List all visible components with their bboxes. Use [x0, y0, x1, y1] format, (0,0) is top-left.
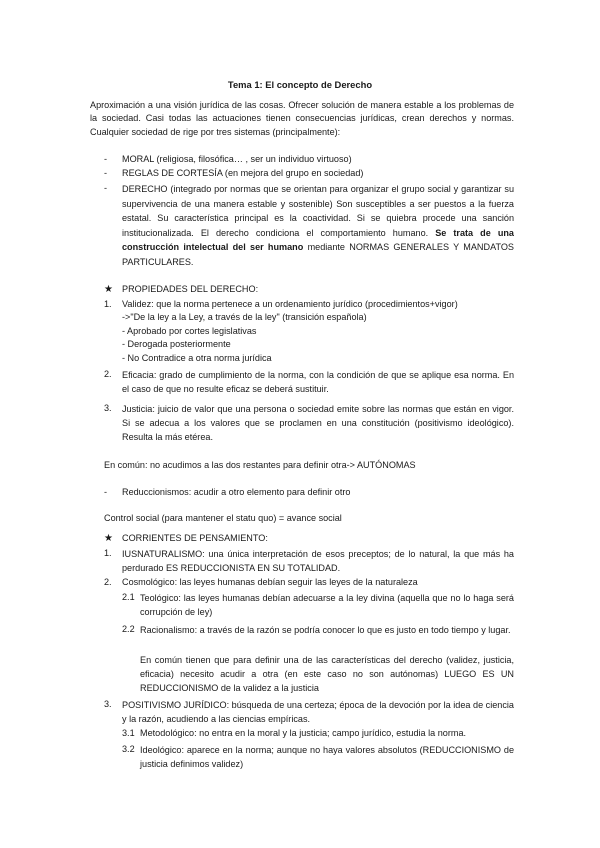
list-number: 1. — [104, 299, 112, 309]
list-number: 2. — [104, 369, 112, 379]
sub-number: 2.1 — [122, 592, 135, 602]
validez-line: - Aprobado por cortes legislativas — [122, 325, 257, 336]
derecho-text: DERECHO (integrado por normas que se orientan para organizar el grupo social y garantizar su supervivencia de una manera estable y sostenible) Son susceptibles a ser puestos a la fuerza estatal. Su característica principal es la coactividad. Si se quiebra procede una sanción institucionalizada. El derecho condiciona el comportamiento humano. — [122, 184, 514, 238]
list-item-cortesia: REGLAS DE CORTESÍA (en mejora del grupo en sociedad) — [122, 168, 364, 178]
propiedad-validez — [122, 298, 522, 365]
reduccionismos-line: Reduccionismos: acudir a otro elemento para definir otro — [122, 487, 351, 497]
star-bullet-icon: ★ — [104, 533, 113, 544]
section-heading-propiedades: PROPIEDADES DEL DERECHO: — [122, 284, 259, 294]
list-number: 1. — [104, 548, 112, 558]
corriente-metodologico: Metodológico: no entra en la moral y la justicia; campo jurídico, estudia la norma. — [140, 728, 467, 738]
dash-bullet: - — [104, 154, 108, 164]
propiedad-justicia: Justicia: juicio de valor que una persona o sociedad emite sobre las normas que están en vigor. Si se adecua a los valores que se proclamen en una constitución (positivismo ideológico). Resulta la más etérea. — [122, 404, 514, 443]
list-item-derecho — [122, 182, 514, 269]
dash-bullet: - — [104, 487, 108, 497]
en-comun-line: En común: no acudimos a las dos restantes para definir otra-> AUTÓNOMAS — [104, 460, 416, 470]
derecho-tail-text: mediante NORMAS GENERALES Y MANDATOS PARTICULARES. — [122, 242, 514, 267]
racionalismo-extra: En común tienen que para definir una de las características del derecho (validez, justicia, eficacia) necesito acudir a otra (en este caso no son autónomas) LUEGO ES UN REDUCCIONISMO de la validez a la justicia — [140, 655, 514, 694]
validez-line: Validez: que la norma pertenece a un ordenamiento jurídico (procedimientos+vigor) — [122, 299, 458, 309]
list-item-moral: MORAL (religiosa, filosófica… , ser un individuo virtuoso) — [122, 154, 352, 164]
sub-number: 2.2 — [122, 624, 135, 634]
validez-line: - No Contradice a otra norma jurídica — [122, 352, 272, 363]
list-number: 2. — [104, 577, 112, 587]
section-heading-corrientes: CORRIENTES DE PENSAMIENTO: — [122, 533, 268, 543]
corriente-teologico: Teológico: las leyes humanas debían adecuarse a la ley divina (aquella que no lo haga será corrupción de ley) — [140, 593, 514, 618]
derecho-bold-text: Se trata de una construcción intelectual del ser humano — [122, 227, 514, 252]
control-social-line: Control social (para mantener el statu quo) = avance social — [104, 513, 342, 523]
dash-bullet: - — [104, 168, 108, 178]
list-number: 3. — [104, 699, 112, 709]
corriente-racionalismo: Racionalismo: a través de la razón se podría conocer lo que es justo en todo tiempo y lugar. — [140, 625, 511, 635]
validez-line: - Derogada posteriormente — [122, 339, 231, 350]
intro-paragraph: Aproximación a una visión jurídica de las cosas. Ofrecer solución de manera estable a los problemas de la sociedad. Casi todas las actuaciones tienen consecuencias jurídicas, crean derechos y normas. Cualquier sociedad de rige por tres sistemas (principalmente): — [90, 100, 514, 137]
corriente-positivismo: POSITIVISMO JURÍDICO: búsqueda de una certeza; época de la devoción por la idea de ciencia y la razón, acudiendo a las ciencias empíricas. — [122, 700, 514, 725]
dash-bullet: - — [104, 183, 108, 193]
list-number: 3. — [104, 403, 112, 413]
sub-number: 3.1 — [122, 728, 135, 738]
sub-number: 3.2 — [122, 744, 135, 754]
validez-line: ->"De la ley a la Ley, a través de la ley" (transición española) — [122, 312, 367, 323]
propiedad-eficacia: Eficacia: grado de cumplimiento de la norma, con la condición de que se aplique esa norma. En el caso de que no resulte eficaz se deberá sustituir. — [122, 370, 514, 395]
corriente-cosmologico: Cosmológico: las leyes humanas debían seguir las leyes de la naturaleza — [122, 577, 418, 587]
corriente-ideologico: Ideológico: aparece en la norma; aunque no haya valores absolutos (REDUCCIONISMO de justicia definimos validez) — [140, 745, 514, 770]
star-bullet-icon: ★ — [104, 284, 113, 295]
page-title: Tema 1: El concepto de Derecho — [227, 79, 373, 90]
corriente-iusnaturalismo: IUSNATURALISMO: una única interpretación de esos preceptos; de lo natural, la que más ha perdurado ES REDUCCIONISTA EN SU TOTALIDAD. — [122, 549, 514, 574]
